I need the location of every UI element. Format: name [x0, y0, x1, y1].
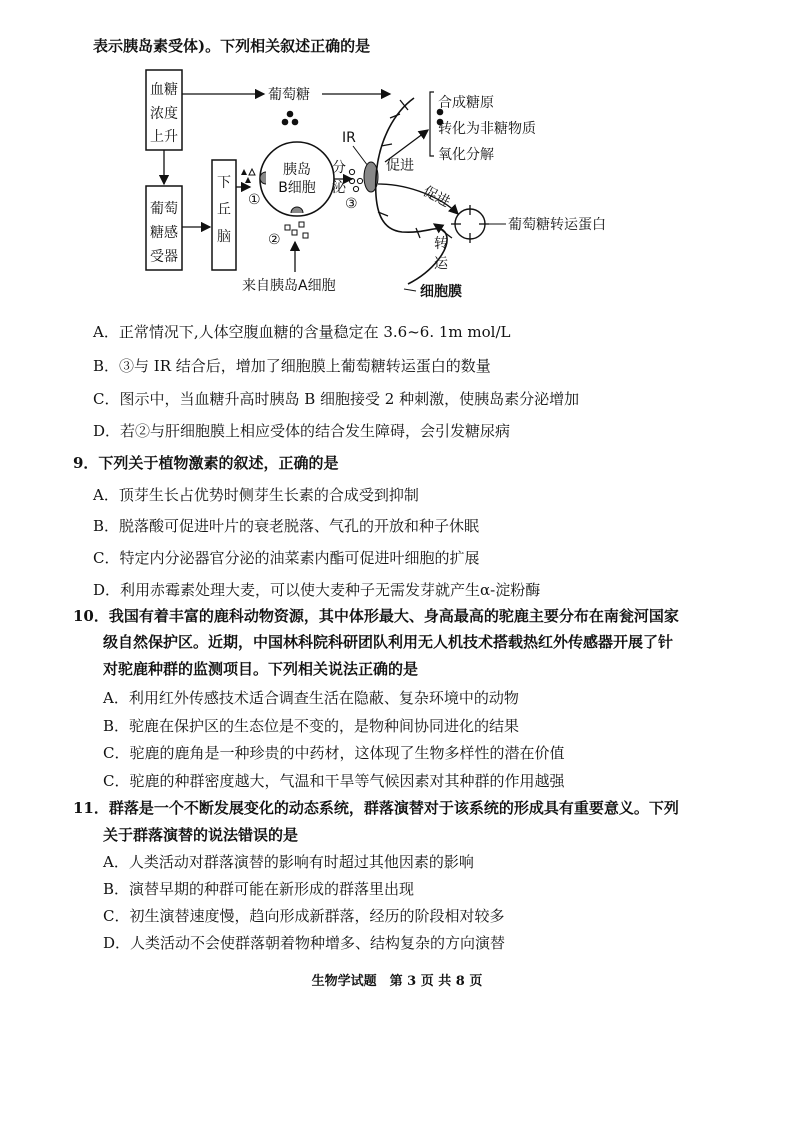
q9-option-a: A．顶芽生长占优势时侧芽生长素的合成受到抑制 — [93, 486, 419, 504]
box-hypothalamus — [212, 160, 236, 270]
q10-option-b: B．驼鹿在保护区的生态位是不变的，是物种间协同进化的结果 — [103, 717, 520, 735]
q11-stem-line-1: 11．群落是一个不断发展变化的动态系统，群落演替对于该系统的形成具有重要意义。下列 — [73, 799, 679, 817]
q10-option-d: C．驼鹿的种群密度越大，气温和干旱等气候因素对其种群的作用越强 — [103, 772, 565, 790]
from-islet-a-label: 来自胰岛A细胞 — [242, 278, 336, 294]
svg-text:糖感: 糖感 — [150, 225, 178, 241]
signal-1-triangles — [241, 169, 255, 183]
label-circle-1: ① — [248, 192, 261, 208]
q9-option-c: C．特定内分泌器官分泌的油菜素内酯可促进叶细胞的扩展 — [93, 549, 480, 567]
q11-option-b: B．演替早期的种群可能在新形成的群落里出现 — [103, 880, 415, 898]
q9-stem: 9．下列关于植物激素的叙述，正确的是 — [73, 454, 339, 472]
label-circle-2: ② — [268, 232, 281, 248]
q10-option-a: A．利用红外传感技术适合调查生活在隐蔽、复杂环境中的动物 — [103, 689, 519, 707]
insulin-regulation-diagram — [140, 62, 640, 302]
q11-option-a: A．人类活动对群落演替的影响有时超过其他因素的影响 — [103, 853, 474, 871]
svg-text:受器: 受器 — [150, 249, 178, 265]
svg-text:丘: 丘 — [217, 202, 231, 218]
promote-label-1: 促进 — [386, 158, 414, 174]
q10-option-c: C．驼鹿的鹿角是一种珍贵的中药材，这体现了生物多样性的潜在价值 — [103, 744, 565, 762]
glucose-dots — [282, 111, 299, 126]
transporter-vesicle — [451, 205, 489, 243]
islet-b-cell — [260, 142, 334, 216]
box-glucose-rise — [146, 70, 182, 150]
q9-option-d: D．利用赤霉素处理大麦，可以使大麦种子无需发芽就产生α-淀粉酶 — [93, 581, 541, 599]
glucose-label: 葡萄糖 — [268, 87, 310, 103]
svg-text:葡萄: 葡萄 — [150, 201, 178, 217]
output-glycogen: 合成糖原 — [438, 95, 494, 111]
q11-option-d: D．人类活动不会使群落朝着物种增多、结构复杂的方向演替 — [103, 934, 506, 952]
svg-text:胰岛: 胰岛 — [283, 162, 311, 178]
transport-label-2: 运 — [434, 256, 448, 272]
secrete-label-1: 分 — [332, 160, 346, 176]
membrane-label: 细胞膜 — [420, 284, 462, 300]
q11-stem-line-2: 关于群落演替的说法错误的是 — [103, 826, 299, 844]
secrete-label-2: 泌 — [332, 180, 346, 196]
signal-2-squares — [285, 222, 308, 238]
q10-stem-line-2: 级自然保护区。近期，中国林科院科研团队利用无人机技术搭载热红外传感器开展了针 — [103, 633, 674, 651]
q8-option-d: D．若②与肝细胞膜上相应受体的结合发生障碍，会引发糖尿病 — [93, 422, 511, 440]
svg-text:下: 下 — [217, 175, 231, 191]
q10-stem-line-3: 对驼鹿种群的监测项目。下列相关说法正确的是 — [103, 660, 419, 678]
q8-option-c: C．图示中，当血糖升高时胰岛 B 细胞接受 2 种刺激，使胰岛素分泌增加 — [93, 390, 580, 408]
output-bracket — [430, 92, 434, 156]
ir-label: IR — [342, 130, 356, 146]
output-oxidation: 氧化分解 — [438, 147, 494, 163]
q8-option-a: A．正常情况下,人体空腹血糖的含量稳定在 3.6~6. 1m mol/L — [93, 323, 511, 341]
svg-text:脑: 脑 — [217, 229, 231, 245]
promote-label-2: 促进 — [420, 183, 453, 211]
svg-text:浓度: 浓度 — [150, 106, 178, 122]
output-nonsugar: 转化为非糖物质 — [438, 121, 536, 137]
q11-option-c: C．初生演替速度慢，趋向形成新群落，经历的阶段相对较多 — [103, 907, 505, 925]
svg-text:B细胞: B细胞 — [278, 180, 316, 196]
svg-text:上升: 上升 — [150, 129, 178, 145]
svg-text:血糖: 血糖 — [150, 82, 178, 98]
page-footer: 生物学试题 第 3 页 共 8 页 — [311, 974, 483, 989]
q10-stem-line-1: 10．我国有着丰富的鹿科动物资源，其中体形最大、身高最高的驼鹿主要分布在南瓮河国家 — [73, 607, 679, 625]
question-8-stem-end: 表示胰岛素受体)。下列相关叙述正确的是 — [93, 37, 371, 55]
insulin-dots — [349, 169, 362, 191]
label-circle-3: ③ — [345, 196, 358, 212]
transport-label-1: 转 — [434, 236, 448, 252]
q8-option-b: B．③与 IR 结合后，增加了细胞膜上葡萄糖转运蛋白的数量 — [93, 357, 491, 375]
q9-option-b: B．脱落酸可促进叶片的衰老脱落、气孔的开放和种子休眠 — [93, 517, 480, 535]
transporter-label: 葡萄糖转运蛋白 — [508, 217, 606, 233]
box-glucose-sensor — [146, 186, 182, 270]
